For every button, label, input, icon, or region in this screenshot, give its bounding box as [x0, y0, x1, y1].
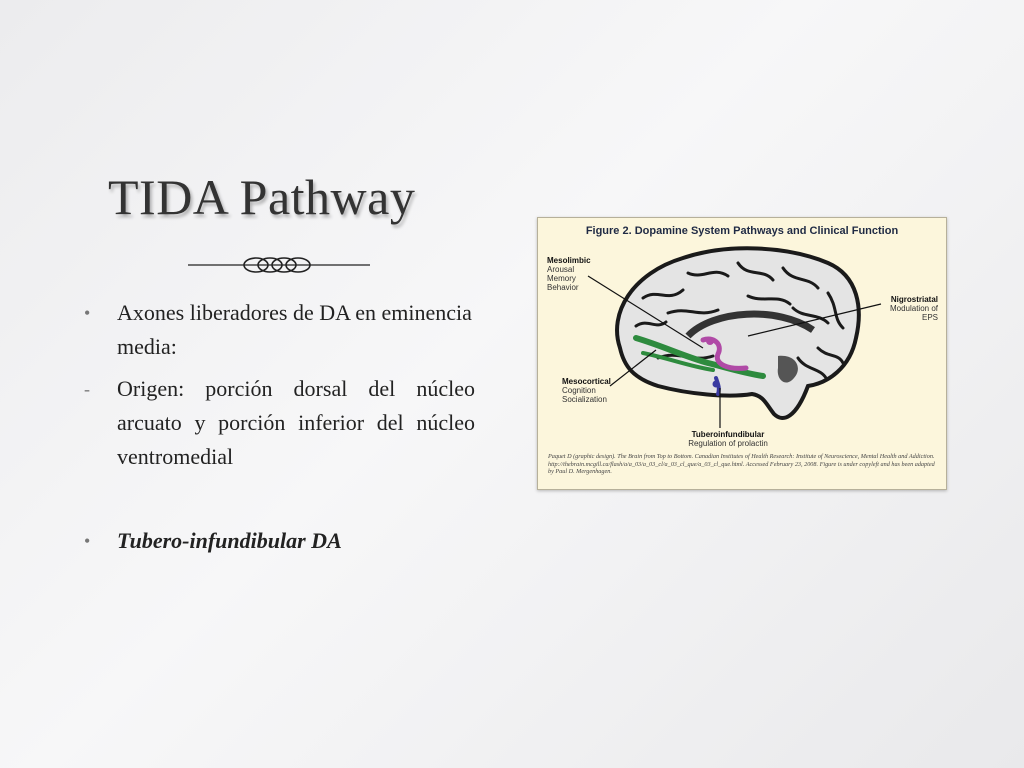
dopamine-pathways-figure	[537, 217, 947, 490]
dash-marker: -	[84, 379, 90, 399]
nigrostriatal-label: Nigrostriatal Modulation of EPS	[889, 295, 938, 322]
figure-caption: Paquet D (graphic design). The Brain from Top to Bottom. Canadian Institutes of Health Research: Institute of Neuroscience, Mental Health and Addiction. http://thebrain.mcgill.ca/flash/a/a_03/a_03_cl/a_03_cl_que/a_03_cl_que.html. Accessed February 23, 2008. Figure is under copyleft and has been adapted by Paul D. Mergenhagen.	[548, 453, 935, 475]
bullet-marker: •	[84, 531, 91, 551]
mesocortical-label: Mesocortical Cognition Socialization	[562, 377, 611, 404]
bullet-text-emphasis: Tubero-infundibular DA	[117, 528, 342, 553]
brain-illustration	[617, 248, 859, 418]
tuberoinfundibular-label: Tuberoinfundibular Regulation of prolactin	[688, 430, 768, 448]
sub-bullet-text: Origen: porción dorsal del núcleo arcuato y porción inferior del núcleo ventromedial	[117, 376, 475, 469]
slide-title: TIDA Pathway	[108, 169, 416, 225]
bullet-marker: •	[84, 303, 91, 323]
brain-diagram	[538, 218, 946, 489]
figure-title: Figure 2. Dopamine System Pathways and Clinical Function	[585, 225, 899, 237]
mesolimbic-label: Mesolimbic Arousal Memory Behavior	[547, 256, 591, 292]
title-divider-ornament	[188, 252, 370, 278]
bullet-text: Axones liberadores de DA en eminencia media:	[117, 300, 472, 359]
